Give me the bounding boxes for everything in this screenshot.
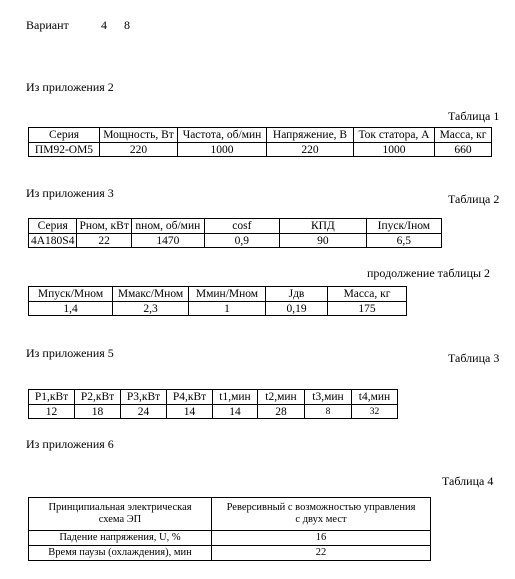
table-cell: 1000 <box>354 143 435 157</box>
t3-col-t1: t1,мин <box>213 390 258 405</box>
table-4-caption: Таблица 4 <box>442 474 494 488</box>
appendix-6-heading: Из приложения 6 <box>26 437 114 451</box>
table-cell: 2,3 <box>113 302 189 316</box>
table-row <box>29 234 442 248</box>
t1-col-frequency: Частота, об/мин <box>178 128 267 143</box>
t3-col-p3: Р3,кВт <box>121 390 167 405</box>
t3-col-t2: t2,мин <box>258 390 305 405</box>
t1-col-power: Мощность, Вт <box>100 128 178 143</box>
t1-col-current: Ток статора, А <box>354 128 435 143</box>
t1-col-series: Серия <box>29 128 100 143</box>
t3-col-t3: t3,мин <box>305 390 352 405</box>
t2c-col-mstart: Мпуск/Мном <box>29 287 113 302</box>
table-cell: 14 <box>167 405 213 419</box>
table-2-caption: Таблица 2 <box>448 192 500 206</box>
appendix-3-heading: Из приложения 3 <box>26 186 114 200</box>
table-cell: 12 <box>29 405 75 419</box>
table-cell: 8 <box>305 405 352 419</box>
table-1-caption: Таблица 1 <box>448 109 500 123</box>
table-cell: 24 <box>121 405 167 419</box>
t2c-col-jdv: Jдв <box>266 287 328 302</box>
table-cell: 90 <box>279 234 366 248</box>
table-row <box>29 546 431 561</box>
variant-number-2: 8 <box>124 18 130 32</box>
t3-col-p1: Р1,кВт <box>29 390 75 405</box>
t2-col-nnom: nном, об/мин <box>131 219 204 234</box>
table-cell: 1 <box>189 302 266 316</box>
appendix-5-heading: Из приложения 5 <box>26 346 114 360</box>
appendix-2-heading: Из приложения 2 <box>26 80 114 94</box>
t4-pause-time-value: 22 <box>212 546 431 561</box>
t2c-col-mmax: Ммакс/Мном <box>113 287 189 302</box>
table-1 <box>28 127 492 157</box>
table-3-header <box>29 390 398 405</box>
table-2-continuation-caption: продолжение таблицы 2 <box>367 266 491 280</box>
table-cell: 220 <box>267 143 354 157</box>
table-cell: 22 <box>77 234 131 248</box>
t4-scheme-value: Реверсивный с возможностью управления с двух мест <box>212 498 431 531</box>
table-cell: 220 <box>100 143 178 157</box>
table-row <box>29 498 431 531</box>
table-2-header <box>29 219 442 234</box>
table-row <box>29 302 407 316</box>
table-row <box>29 531 431 546</box>
table-3-caption: Таблица 3 <box>448 351 500 365</box>
variant-number-1: 4 <box>101 18 107 32</box>
table-cell: 175 <box>328 302 407 316</box>
table-cell: 6,5 <box>366 234 441 248</box>
t1-col-mass: Масса, кг <box>435 128 492 143</box>
table-2-continuation <box>28 286 407 316</box>
table-cell: 28 <box>258 405 305 419</box>
table-cell: 0,9 <box>204 234 279 248</box>
table-cell: 660 <box>435 143 492 157</box>
table-2-continuation-header <box>29 287 407 302</box>
t2-col-pnom: Рном, кВт <box>77 219 131 234</box>
t1-col-voltage: Напряжение, В <box>267 128 354 143</box>
t3-col-t4: t4,мин <box>352 390 398 405</box>
t4-voltage-drop-value: 16 <box>212 531 431 546</box>
table-cell: 32 <box>352 405 398 419</box>
table-cell: 1470 <box>131 234 204 248</box>
variant-label: Вариант <box>26 18 69 32</box>
t3-col-p2: Р2,кВт <box>75 390 121 405</box>
table-3 <box>28 389 398 419</box>
t4-scheme-label: Принципиальная электрическая схема ЭП <box>29 498 212 531</box>
t4-voltage-drop-label: Падение напряжения, U, % <box>29 531 212 546</box>
t2c-col-mass: Масса, кг <box>328 287 407 302</box>
t2-col-series: Серия <box>29 219 77 234</box>
t4-pause-time-label: Время паузы (охлаждения), мин <box>29 546 212 561</box>
table-cell: ПМ92-ОМ5 <box>29 143 100 157</box>
table-2 <box>28 218 442 248</box>
table-cell: 1,4 <box>29 302 113 316</box>
t3-col-p4: Р4,кВт <box>167 390 213 405</box>
table-4 <box>28 497 431 561</box>
table-1-header <box>29 128 492 143</box>
t2-col-cosf: cosf <box>204 219 279 234</box>
t2-col-efficiency: КПД <box>279 219 366 234</box>
table-cell: 18 <box>75 405 121 419</box>
table-cell: 14 <box>213 405 258 419</box>
t2c-col-mmin: Ммин/Мном <box>189 287 266 302</box>
table-cell: 1000 <box>178 143 267 157</box>
table-cell: 0,19 <box>266 302 328 316</box>
table-cell: 4А180S4 <box>29 234 77 248</box>
table-row <box>29 405 398 419</box>
table-row <box>29 143 492 157</box>
t2-col-istart: Iпуск/Iном <box>366 219 441 234</box>
